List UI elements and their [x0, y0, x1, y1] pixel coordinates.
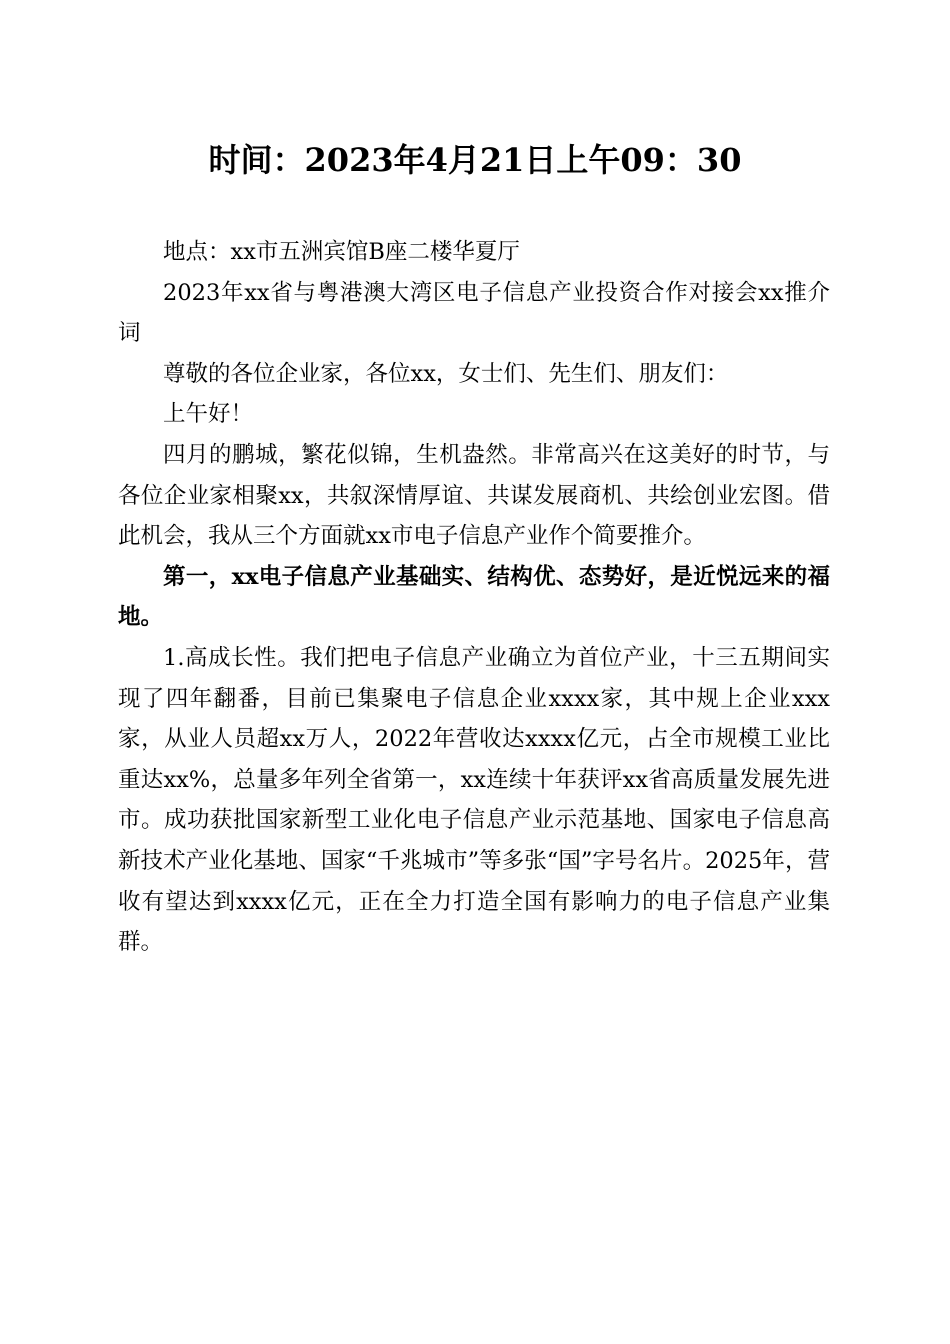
paragraph-event-name: 2023年xx省与粤港澳大湾区电子信息产业投资合作对接会xx推介词	[118, 279, 830, 347]
section-heading-first: 第一，xx电子信息产业基础实、结构优、态势好，是近悦远来的福地。	[118, 563, 830, 631]
paragraph-greeting: 上午好！	[163, 401, 254, 428]
document-body	[118, 232, 830, 963]
paragraph-intro: 四月的鹏城，繁花似锦，生机盎然。非常高兴在这美好的时节，与各位企业家相聚xx，共叙深情厚谊、共谋发展商机、共绘创业宏图。借此机会，我从三个方面就xx市电子信息产业作个简要推介。	[118, 441, 830, 550]
paragraph-high-growth: 1.高成长性。我们把电子信息产业确立为首位产业，十三五期间实现了四年翻番，目前已集聚电子信息企业xxxx家，其中规上企业xxx家，从业人员超xx万人，2022年营收达xxxx亿元，占全市规模工业比重达xx%，总量多年列全省第一，xx连续十年获评xx省高质量发展先进市。成功获批国家新型工业化电子信息产业示范基地、国家电子信息高新技术产业化基地、国家“千兆城市”等多张“国”字号名片。2025年，营收有望达到xxxx亿元，正在全力打造全国有影响力的电子信息产业集群。	[118, 644, 830, 956]
paragraph-salutation: 尊敬的各位企业家，各位xx，女士们、先生们、朋友们：	[163, 360, 729, 387]
paragraph-location: 地点：xx市五洲宾馆B座二楼华夏厅	[163, 239, 520, 265]
document-title: 时间：2023年4月21日上午09：30	[208, 141, 742, 179]
